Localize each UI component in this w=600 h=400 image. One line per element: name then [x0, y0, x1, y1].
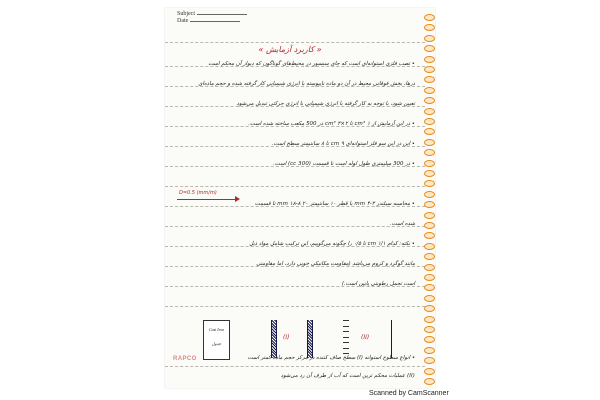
spiral-ring: [424, 97, 435, 104]
box-label-2: جدول: [211, 341, 222, 346]
spiral-ring: [424, 160, 435, 167]
subject-label: Subject: [177, 11, 195, 17]
text-line: • این در این سو فلز استوانه‌ای ۹ cm تا ۸ سانتیمتر سطح است.: [271, 141, 415, 147]
spiral-ring: [424, 264, 435, 271]
spiral-ring: [424, 316, 435, 323]
spiral-binding: [423, 8, 435, 388]
spiral-ring: [424, 368, 435, 375]
subject-field: [177, 11, 247, 18]
spiral-ring: [424, 66, 435, 73]
formula-note: D=0.5 (mm/m): [179, 190, 217, 196]
spiral-ring: [424, 45, 435, 52]
text-line: • محاسبه سیلندر ۳-۴ mm با قطر ۱۰ سانتیمتر mm ۱۸-۸ ۲۰ تا قسمت: [254, 201, 415, 207]
spiral-ring: [424, 347, 435, 354]
box-label-1: Cast Iron: [208, 327, 225, 332]
text-line: است تحمل رطوبتی پایین است.): [341, 281, 415, 287]
spiral-ring: [424, 243, 435, 250]
tick-scale: [343, 320, 353, 358]
spiral-ring: [424, 149, 435, 156]
cast-iron-box: [203, 320, 230, 360]
spiral-ring: [424, 118, 435, 125]
spiral-ring: [424, 180, 435, 187]
formula-underline: [177, 199, 235, 200]
arrow-icon: [235, 196, 240, 202]
page-heading: « کاربرد آزمایش »: [258, 45, 322, 54]
spiral-ring: [424, 24, 435, 31]
text-line: (II) عملیات محکم ترین است که آب از طرف آن رد می‌شود: [280, 373, 415, 379]
brand-mark: RAPCO: [173, 356, 197, 362]
spiral-ring: [424, 232, 435, 239]
spiral-ring: [424, 284, 435, 291]
plain-wall: [391, 320, 394, 358]
text-line: تعیین شود، با توجه به کار گرفته با انرژی شیمیایی با انرژی حرکتی تبدیل می‌شود: [236, 101, 415, 107]
spiral-ring: [424, 201, 435, 208]
spiral-ring: [424, 128, 435, 135]
spiral-ring: [424, 139, 435, 146]
spiral-ring: [424, 35, 435, 42]
spiral-ring: [424, 295, 435, 302]
spiral-ring: [424, 253, 435, 260]
text-line: • در این آزمایش از cm³ ۱ تا ۲×۴ cm³ در 500 مکعب ساخته شده است.: [248, 121, 415, 127]
spiral-ring: [424, 191, 435, 198]
text-line: درها، بخش فوقانی محیط در آن دو ماده ناپیوسته با انرژی شیمیایی کار گرفته شده و حجم ماده‌ای: [198, 81, 415, 87]
text-line: • انواع سطوح استوانه (I) سطح صاف کننده در مرکز حجم ماده کمتر است: [247, 355, 415, 361]
spiral-ring: [424, 212, 435, 219]
diagram-label-1: (I): [283, 334, 290, 341]
spiral-ring: [424, 56, 435, 63]
text-line: شده است.: [390, 221, 415, 227]
date-field: [177, 18, 247, 25]
notebook-page: [165, 8, 435, 388]
diagram-label-2: (II): [361, 334, 370, 341]
spiral-ring: [424, 170, 435, 177]
hatched-wall-left: [271, 320, 277, 358]
text-line: • تصب فلزی استوانه‌ای است که جای سنسور در محیط‌های گوناگون که دیوار آن محکم است: [208, 61, 415, 67]
text-line: مانند گوگرد و کروم می‌باشد (مقاومت مکانیکی خوبی دارد، اما مقاومتی: [256, 261, 415, 267]
spiral-ring: [424, 305, 435, 312]
spiral-ring: [424, 336, 435, 343]
date-label: Date: [177, 18, 189, 24]
spiral-ring: [424, 326, 435, 333]
page-header: [177, 11, 247, 25]
text-line: • نکته: کدام cm ۱/۱ تا ۰/۵ را چگونه می‌گوییم، این ترکیب شامل مواد ذیل: [249, 241, 415, 247]
text-line: • در 300 میلیمتری طول لوله است تا قسمت (cc 300) است.: [273, 161, 415, 167]
spiral-ring: [424, 274, 435, 281]
spiral-ring: [424, 378, 435, 385]
spiral-ring: [424, 222, 435, 229]
hatched-wall-right: [307, 320, 313, 358]
spiral-ring: [424, 108, 435, 115]
spiral-ring: [424, 87, 435, 94]
spiral-ring: [424, 14, 435, 21]
scanner-caption: Scanned by CamScanner: [369, 390, 449, 397]
spiral-ring: [424, 357, 435, 364]
spiral-ring: [424, 76, 435, 83]
